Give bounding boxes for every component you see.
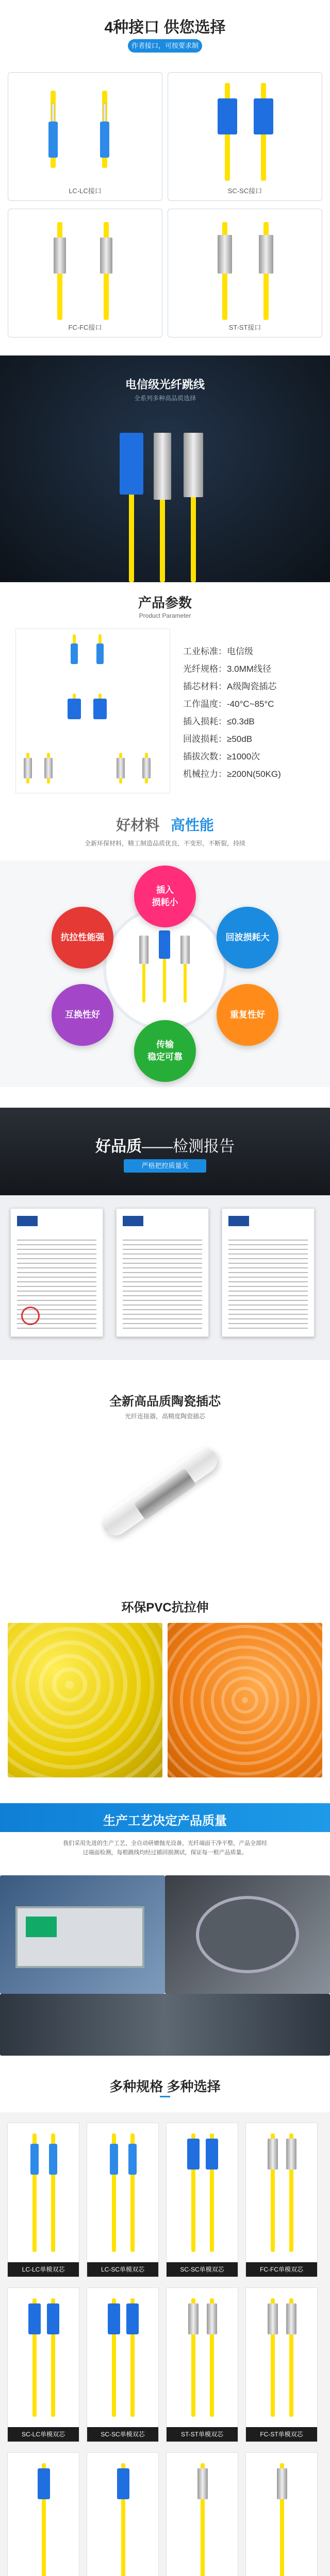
variants-grid: [0, 2112, 330, 2576]
variant-card: [7, 2452, 79, 2576]
ceramic-title: 全新高品质陶瓷插芯: [109, 1395, 221, 1409]
material-title: 好材料 高性能: [116, 817, 214, 833]
petal-stable: 传输 稳定可靠: [134, 1020, 196, 1082]
interfaces-subtitle-pill: 作者接口，可按要求制: [128, 39, 202, 53]
petal-interchangeability: 互换性好: [52, 984, 113, 1046]
pvc-title: 环保PVC抗拉伸: [121, 1601, 209, 1615]
variants-title: 多种规格 多种选择: [109, 2079, 221, 2094]
panel-caption: SC-SC接口: [227, 187, 262, 195]
certificate-doc: [222, 1208, 315, 1337]
yellow-pvc-photo: [8, 1623, 162, 1777]
variant-card: LC-LC单模双芯: [7, 2123, 79, 2277]
material-diagram: [0, 860, 330, 1087]
panel-caption: FC-FC接口: [68, 324, 102, 331]
material-subtitle: 全新环保材料，精工制造品质优良，不变形，不断裂，持续: [84, 840, 245, 847]
variant-card: FC-FC单模双芯: [245, 2123, 318, 2277]
ceramic-subtitle: 光纤连接器，高精度陶瓷插芯: [124, 1413, 205, 1420]
param-row: 机械拉力：≥200N(50KG): [183, 769, 281, 779]
panel-sc: [168, 72, 322, 201]
variant-card: [245, 2452, 318, 2576]
param-row: 工作温度：-40°C~85°C: [183, 699, 274, 709]
param-row: 插拔次数：≥1000次: [183, 752, 260, 761]
variant-card: SC-SC单模双芯: [166, 2123, 238, 2277]
process-title: 生产工艺决定产品质量: [103, 1814, 227, 1828]
quality-badge: 严格把控质量关: [124, 1159, 206, 1173]
params-product-image: [15, 629, 170, 793]
quality-title: 好品质——检测报告: [95, 1138, 235, 1155]
certificate-doc: [10, 1208, 103, 1337]
param-row: 工业标准：电信级: [183, 647, 253, 656]
variant-card: SC-SC单模双芯: [87, 2287, 159, 2442]
ceramic-ferrule-image: [77, 1437, 253, 1571]
certificate-doc: [116, 1208, 209, 1337]
petal-tensile: 抗拉性能强: [52, 907, 113, 969]
param-row: 插入损耗：≤0.3dB: [183, 717, 255, 726]
process-photo-line: [0, 1994, 330, 2056]
process-photo-polishing: [165, 1875, 330, 1994]
process-desc: 我们采用先进的生产工艺，全自动研磨抛光设备，光纤端面干净平整，产品全部经过端面检测，每根跳线均经过插回损测试，保证每一根产品质量。: [63, 1840, 267, 1856]
quality-band: [0, 1108, 330, 1195]
petal-return-loss: 回波损耗大: [217, 907, 278, 969]
params-subtitle: Product Parameter: [139, 612, 191, 619]
variant-card: [87, 2452, 159, 2576]
petal-insertion-loss: 插入 损耗小: [134, 866, 196, 927]
param-row: 插芯材料：A级陶瓷插芯: [183, 682, 277, 691]
variant-card: FC-ST单模双芯: [245, 2287, 318, 2442]
panel-fc: [8, 209, 162, 337]
process-band: [0, 1803, 330, 1832]
panel-caption: ST-ST接口: [228, 324, 261, 331]
variant-card: SC-LC单模双芯: [7, 2287, 79, 2442]
telecom-subtitle: 全系列多种高品质选择: [134, 395, 196, 402]
param-row: 光纤规格：3.0MM线径: [183, 664, 271, 674]
interfaces-title: 4种接口 供您选择: [104, 19, 226, 36]
variant-card: [166, 2452, 238, 2576]
telecom-banner: [0, 355, 330, 582]
panel-caption: LC-LC接口: [69, 187, 102, 195]
telecom-title: 电信级光纤跳线: [125, 378, 205, 391]
panel-lc: [8, 72, 162, 201]
process-photo-machine: [0, 1875, 165, 1994]
variant-card: ST-ST单模双芯: [166, 2287, 238, 2442]
orange-pvc-photo: [168, 1623, 322, 1777]
panel-st: [168, 209, 322, 337]
certificates-area: [0, 1195, 330, 1360]
param-row: 回波损耗：≥50dB: [183, 734, 253, 744]
petal-repeatability: 重复性好: [217, 984, 278, 1046]
params-title: 产品参数: [138, 595, 192, 611]
variant-card: LC-SC单模双芯: [87, 2123, 159, 2277]
